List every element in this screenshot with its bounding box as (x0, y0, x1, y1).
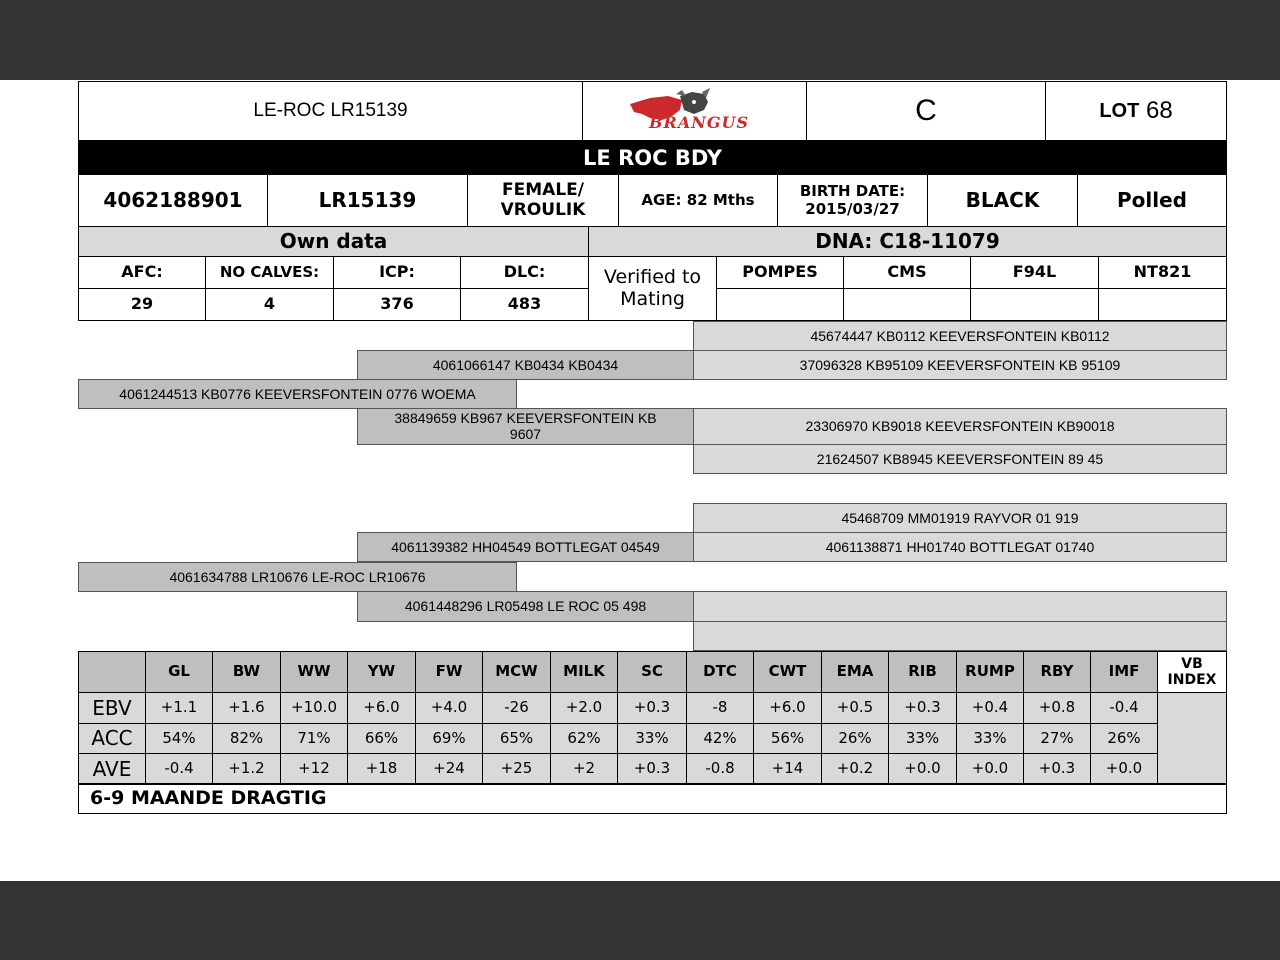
ebv-value-cell: +6.0 (753, 692, 822, 724)
ebv-col-header: SC (617, 651, 687, 693)
ebv-value-cell: 27% (1023, 723, 1091, 754)
dna-result-pompes (716, 288, 844, 321)
animal-tag: LR15139 (267, 174, 468, 227)
brand-name: LE ROC BDY (78, 141, 1227, 175)
ebv-col-header: MILK (550, 651, 618, 693)
dna-result-cms (843, 288, 971, 321)
pedigree-dam-dam-dam (693, 621, 1227, 651)
ebv-value-cell: 42% (686, 723, 754, 754)
ebv-value-cell: +0.5 (821, 692, 889, 724)
ebv-value-cell: 54% (145, 723, 213, 754)
verified-to-mating: Verified to Mating (588, 256, 717, 321)
pedigree-dam-sire-dam: 4061138871 HH01740 BOTTLEGAT 01740 (693, 532, 1227, 562)
ebv-value-cell: 82% (212, 723, 281, 754)
dna-test-cms: CMS (843, 256, 971, 289)
ebv-col-header: BW (212, 651, 281, 693)
pedigree-dam-sire: 4061139382 HH04549 BOTTLEGAT 04549 (357, 532, 694, 562)
pedigree-sire-sire-dam: 37096328 KB95109 KEEVERSFONTEIN KB 95109 (693, 350, 1227, 380)
vb-index-header: VB INDEX (1157, 651, 1227, 693)
ebv-value-cell: -0.4 (145, 753, 213, 785)
pedigree-sire-dam: 38849659 KB967 KEEVERSFONTEIN KB 9607 (357, 408, 694, 445)
ebv-value-cell: +6.0 (347, 692, 416, 724)
pedigree-sire-sire-sire: 45674447 KB0112 KEEVERSFONTEIN KB0112 (693, 321, 1227, 351)
ebv-value-cell: 69% (415, 723, 483, 754)
dna-result-nt821 (1098, 288, 1227, 321)
animal-sex: FEMALE/ VROULIK (467, 174, 619, 227)
ebv-col-header: EMA (821, 651, 889, 693)
ebv-col-header: RIB (888, 651, 957, 693)
ebv-value-cell: +2 (550, 753, 618, 785)
reg-name: LE-ROC LR15139 (78, 81, 583, 141)
logo-text: BRANGUS (649, 113, 750, 132)
ebv-value-cell: +1.2 (212, 753, 281, 785)
lot (1045, 81, 1227, 141)
ebv-value-cell: -0.8 (686, 753, 754, 785)
dna-test-pompes: POMPES (716, 256, 844, 289)
ebv-value-cell: +0.8 (1023, 692, 1091, 724)
ebv-value-cell: +2.0 (550, 692, 618, 724)
pedigree-sire: 4061244513 KB0776 KEEVERSFONTEIN 0776 WOEMA (78, 379, 517, 409)
ebv-value-cell: +0.3 (617, 753, 687, 785)
ebv-col-header: MCW (482, 651, 551, 693)
ebv-col-header: CWT (753, 651, 822, 693)
ebv-value-cell: +0.3 (888, 692, 957, 724)
ebv-value-cell: +10.0 (280, 692, 348, 724)
horn-status: Polled (1077, 174, 1227, 227)
pedigree-dam-dam-sire (693, 591, 1227, 622)
ebv-value-cell: -26 (482, 692, 551, 724)
ebv-col-header: WW (280, 651, 348, 693)
ebv-value-cell: 33% (888, 723, 957, 754)
dlc-header: DLC: (460, 256, 589, 289)
pedigree-sire-dam-sire: 23306970 KB9018 KEEVERSFONTEIN KB90018 (693, 408, 1227, 445)
brangus-logo (582, 81, 807, 141)
calves-header: NO CALVES: (205, 256, 334, 289)
dlc-value: 483 (460, 288, 589, 321)
vb-index-value (1157, 692, 1227, 785)
ebv-value-cell: +0.3 (617, 692, 687, 724)
ebv-col-header: GL (145, 651, 213, 693)
pedigree-sire-sire: 4061066147 KB0434 KB0434 (357, 350, 694, 380)
ebv-row-label: EBV (78, 692, 146, 724)
dna-result-f94l (970, 288, 1099, 321)
ebv-col-header: RUMP (956, 651, 1024, 693)
ebv-value-cell: +0.0 (956, 753, 1024, 785)
footer-note: 6-9 MAANDE DRAGTIG (78, 783, 1227, 814)
animal-id: 4062188901 (78, 174, 268, 227)
afc-header: AFC: (78, 256, 206, 289)
ebv-value-cell: 62% (550, 723, 618, 754)
ebv-value-cell: 65% (482, 723, 551, 754)
ebv-value-cell: 33% (617, 723, 687, 754)
ebv-value-cell: +14 (753, 753, 822, 785)
dna-test-nt821: NT821 (1098, 256, 1227, 289)
ebv-col-header: DTC (686, 651, 754, 693)
calves-value: 4 (205, 288, 334, 321)
ebv-row-label: ACC (78, 723, 146, 754)
afc-value: 29 (78, 288, 206, 321)
ebv-col-header: IMF (1090, 651, 1158, 693)
grade: C (806, 81, 1046, 141)
ebv-col-header: RBY (1023, 651, 1091, 693)
dna-title: DNA: C18-11079 (588, 226, 1227, 257)
ebv-row-label: AVE (78, 753, 146, 785)
ebv-col-header: YW (347, 651, 416, 693)
ebv-corner-cell (78, 651, 146, 693)
ebv-value-cell: +0.4 (956, 692, 1024, 724)
icp-value: 376 (333, 288, 461, 321)
lot-number: 68 (1145, 97, 1173, 125)
icp-header: ICP: (333, 256, 461, 289)
top-band (0, 0, 1280, 80)
ebv-value-cell: +1.6 (212, 692, 281, 724)
ebv-value-cell: 33% (956, 723, 1024, 754)
ebv-value-cell: -8 (686, 692, 754, 724)
ebv-value-cell: 26% (821, 723, 889, 754)
ebv-value-cell: +0.2 (821, 753, 889, 785)
pedigree-dam-sire-sire: 45468709 MM01919 RAYVOR 01 919 (693, 503, 1227, 533)
bottom-band (0, 881, 1280, 960)
ebv-value-cell: +25 (482, 753, 551, 785)
ebv-value-cell: +12 (280, 753, 348, 785)
ebv-value-cell: 66% (347, 723, 416, 754)
ebv-value-cell: +0.0 (888, 753, 957, 785)
own-data-title: Own data (78, 226, 589, 257)
ebv-value-cell: +1.1 (145, 692, 213, 724)
pedigree-dam: 4061634788 LR10676 LE-ROC LR10676 (78, 562, 517, 592)
ebv-value-cell: -0.4 (1090, 692, 1158, 724)
ebv-value-cell: +18 (347, 753, 416, 785)
ebv-value-cell: 26% (1090, 723, 1158, 754)
ebv-value-cell: +4.0 (415, 692, 483, 724)
ebv-value-cell: 56% (753, 723, 822, 754)
animal-age: AGE: 82 Mths (618, 174, 778, 227)
birth-date: BIRTH DATE: 2015/03/27 (777, 174, 928, 227)
lot-label: LOT (1099, 99, 1140, 122)
pedigree-dam-dam: 4061448296 LR05498 LE ROC 05 498 (357, 591, 694, 622)
colour: BLACK (927, 174, 1078, 227)
ebv-col-header: FW (415, 651, 483, 693)
ebv-value-cell: +0.3 (1023, 753, 1091, 785)
pedigree-sire-dam-dam: 21624507 KB8945 KEEVERSFONTEIN 89 45 (693, 444, 1227, 474)
ebv-value-cell: +0.0 (1090, 753, 1158, 785)
ebv-value-cell: +24 (415, 753, 483, 785)
ebv-value-cell: 71% (280, 723, 348, 754)
dna-test-f94l: F94L (970, 256, 1099, 289)
